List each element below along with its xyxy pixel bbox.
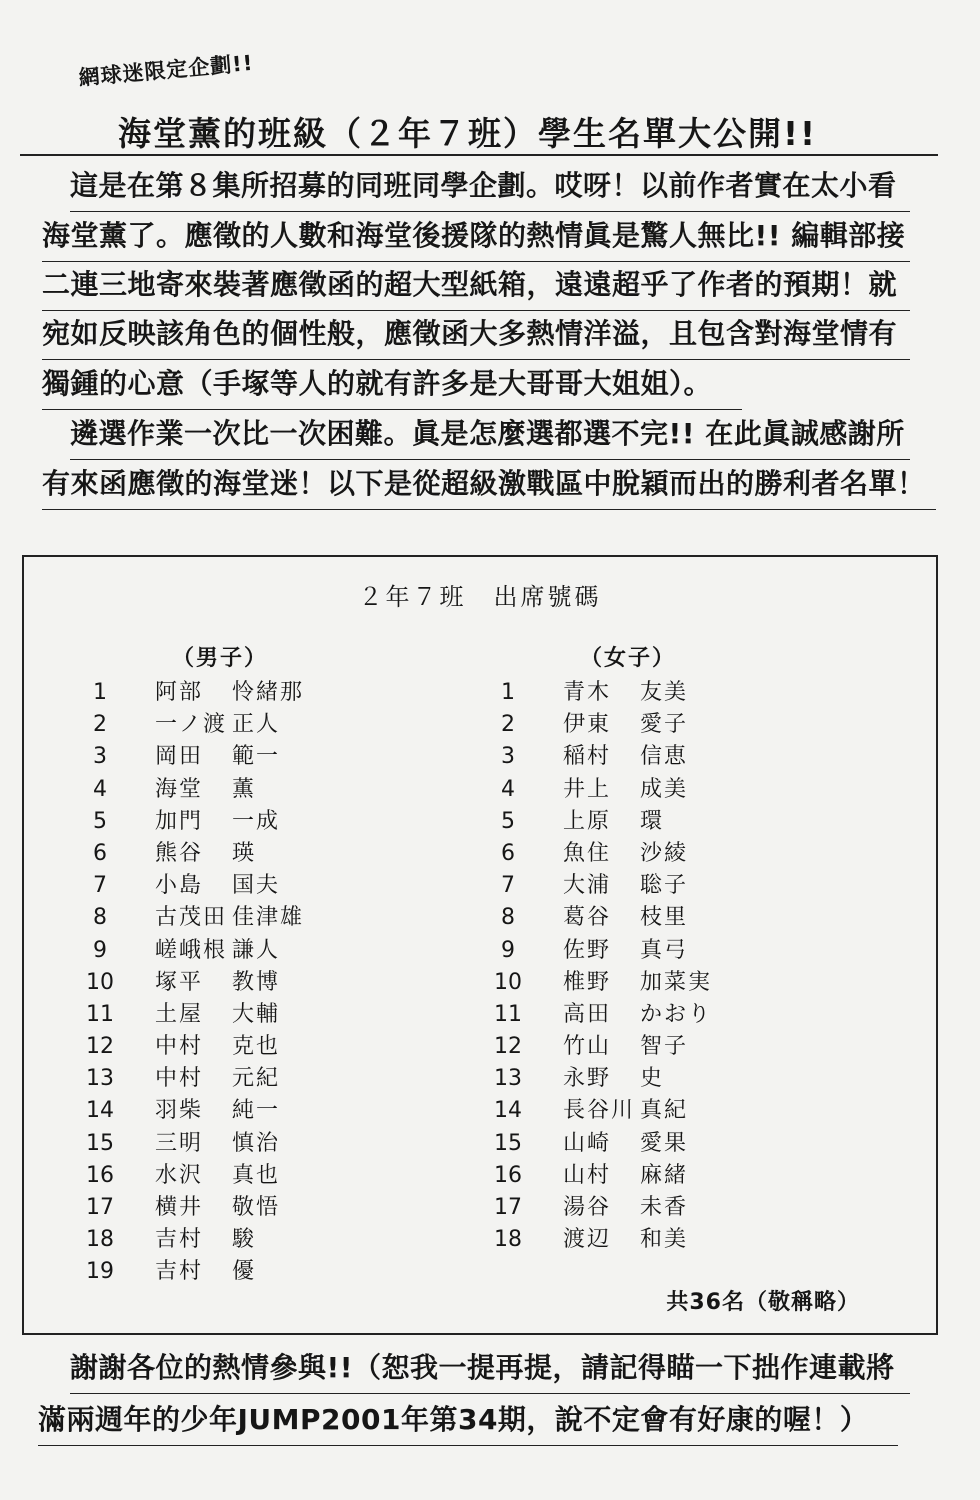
seat-number: 1: [501, 680, 515, 705]
student-row: [80, 999, 420, 1031]
student-row: [80, 1063, 420, 1095]
student-surname: 嵯峨根: [155, 937, 228, 963]
student-surname: 阿部: [155, 680, 204, 705]
student-given-name: 史: [640, 1066, 665, 1092]
seat-number: 7: [501, 873, 515, 899]
seat-number: 8: [93, 905, 107, 931]
student-given-name: 慎治: [232, 1130, 281, 1156]
promo-tag: 網球迷限定企劃!!: [77, 50, 255, 91]
student-given-name: かおり: [640, 1001, 713, 1027]
student-given-name: 友美: [640, 680, 689, 705]
student-row: [80, 677, 420, 709]
student-surname: 熊谷: [155, 840, 204, 866]
student-surname: 竹山: [563, 1034, 612, 1060]
student-given-name: 大輔: [232, 1001, 281, 1027]
student-surname: 横井: [155, 1195, 204, 1220]
student-surname: 湯谷: [563, 1195, 612, 1220]
student-given-name: 国夫: [232, 873, 281, 899]
seat-number: 14: [86, 1098, 114, 1124]
student-row: [488, 1063, 828, 1095]
seat-number: 6: [93, 840, 107, 866]
seat-number: 18: [494, 1227, 522, 1253]
student-row: [80, 1256, 420, 1288]
student-given-name: 一成: [232, 808, 281, 834]
student-row: [80, 741, 420, 773]
student-row: [488, 1031, 828, 1063]
student-given-name: 麻緒: [640, 1162, 689, 1188]
student-row: [80, 870, 420, 902]
seat-number: 1: [93, 680, 107, 705]
seat-number: 6: [501, 840, 515, 866]
student-surname: 稲村: [563, 744, 612, 770]
student-surname: 吉村: [155, 1259, 204, 1285]
student-row: [80, 1128, 420, 1160]
student-row: [80, 774, 420, 806]
student-given-name: 正人: [232, 712, 281, 738]
student-row: [80, 967, 420, 999]
student-given-name: 智子: [640, 1034, 689, 1060]
student-row: [488, 838, 828, 870]
student-given-name: 教博: [232, 969, 281, 995]
seat-number: 14: [494, 1098, 522, 1124]
student-given-name: 純一: [232, 1098, 281, 1124]
outro-line: 謝謝各位的熱情參與!!（恕我一提再提，請記得瞄一下拙作連載將: [70, 1350, 910, 1386]
girls-label: （女子）: [580, 646, 677, 671]
student-surname: 加門: [155, 808, 204, 834]
student-given-name: 沙綾: [640, 840, 689, 866]
student-given-name: 聡子: [640, 873, 689, 899]
student-given-name: 優: [232, 1259, 257, 1285]
seat-number: 4: [93, 776, 107, 802]
student-given-name: 真弓: [640, 937, 689, 963]
seat-number: 16: [86, 1162, 114, 1188]
seat-number: 2: [93, 712, 107, 738]
student-given-name: 佳津雄: [232, 905, 305, 931]
student-surname: 山村: [563, 1162, 612, 1188]
student-surname: 中村: [155, 1066, 204, 1092]
student-surname: 小島: [155, 873, 204, 899]
seat-number: 8: [501, 905, 515, 931]
intro-line: 有來函應徵的海堂迷！以下是從超級激戰區中脫穎而出的勝利者名單！: [42, 466, 936, 502]
student-row: [80, 935, 420, 967]
seat-number: 12: [494, 1034, 522, 1060]
seat-number: 15: [86, 1130, 114, 1156]
student-row: [488, 1128, 828, 1160]
student-row: [80, 709, 420, 741]
seat-number: 7: [93, 873, 107, 899]
seat-number: 17: [86, 1195, 114, 1220]
student-row: [488, 1192, 828, 1224]
student-surname: 吉村: [155, 1227, 204, 1253]
seat-number: 13: [494, 1066, 522, 1092]
student-row: [80, 1224, 420, 1256]
student-given-name: 怜緒那: [232, 680, 305, 705]
student-surname: 山崎: [563, 1130, 612, 1156]
seat-number: 11: [494, 1001, 522, 1027]
student-surname: 永野: [563, 1066, 612, 1092]
student-given-name: 克也: [232, 1034, 281, 1060]
title-divider: [20, 154, 938, 156]
intro-line: 二連三地寄來裝著應徵函的超大型紙箱，遠遠超乎了作者的預期！就: [42, 267, 910, 303]
student-surname: 古茂田: [155, 905, 228, 931]
student-surname: 水沢: [155, 1162, 204, 1188]
student-surname: 井上: [563, 776, 612, 802]
student-given-name: 真紀: [640, 1098, 689, 1124]
student-given-name: 愛果: [640, 1130, 689, 1156]
intro-line: 宛如反映該角色的個性般，應徵函大多熱情洋溢，且包含對海堂情有: [42, 316, 910, 352]
seat-number: 16: [494, 1162, 522, 1188]
roster-box: [22, 555, 938, 1335]
student-surname: 長谷川: [563, 1098, 636, 1124]
student-row: [488, 1160, 828, 1192]
student-row: [80, 838, 420, 870]
seat-number: 2: [501, 712, 515, 738]
student-surname: 三明: [155, 1130, 204, 1156]
intro-line: 海堂薰了。應徵的人數和海堂後援隊的熱情眞是驚人無比!! 編輯部接: [42, 218, 910, 254]
student-given-name: 謙人: [232, 937, 281, 963]
roster-heading: ２年７班 出席號碼: [358, 583, 602, 611]
student-row: [488, 870, 828, 902]
student-surname: 中村: [155, 1034, 204, 1060]
student-row: [488, 741, 828, 773]
seat-number: 3: [501, 744, 515, 770]
student-surname: 上原: [563, 808, 612, 834]
student-surname: 塚平: [155, 969, 204, 995]
student-row: [488, 677, 828, 709]
student-given-name: 瑛: [232, 840, 257, 866]
student-given-name: 環: [640, 808, 665, 834]
student-surname: 海堂: [155, 776, 204, 802]
seat-number: 5: [501, 808, 515, 834]
student-given-name: 真也: [232, 1162, 281, 1188]
student-given-name: 愛子: [640, 712, 689, 738]
seat-number: 4: [501, 776, 515, 802]
student-surname: 椎野: [563, 969, 612, 995]
student-surname: 一ノ渡: [155, 712, 228, 738]
boys-label: （男子）: [172, 646, 269, 671]
page-title: 海堂薰的班級（２年７班）學生名單大公開!!: [118, 114, 818, 153]
student-row: [488, 774, 828, 806]
student-row: [80, 1095, 420, 1127]
student-given-name: 枝里: [640, 905, 689, 931]
student-row: [488, 709, 828, 741]
student-surname: 佐野: [563, 937, 612, 963]
student-surname: 伊東: [563, 712, 612, 738]
seat-number: 9: [501, 937, 515, 963]
student-row: [80, 1160, 420, 1192]
student-surname: 葛谷: [563, 905, 612, 931]
student-row: [488, 1095, 828, 1127]
student-given-name: 和美: [640, 1227, 689, 1253]
seat-number: 10: [86, 969, 114, 995]
student-row: [488, 902, 828, 934]
student-row: [488, 1224, 828, 1256]
student-row: [488, 999, 828, 1031]
student-row: [488, 967, 828, 999]
seat-number: 19: [86, 1259, 114, 1285]
boys-roster: [80, 677, 420, 1289]
student-given-name: 成美: [640, 776, 689, 802]
student-surname: 青木: [563, 680, 612, 705]
student-surname: 渡辺: [563, 1227, 612, 1253]
outro-line: 滿兩週年的少年JUMP2001年第34期，說不定會有好康的喔！）: [38, 1402, 898, 1438]
student-row: [80, 806, 420, 838]
seat-number: 18: [86, 1227, 114, 1253]
student-surname: 羽柴: [155, 1098, 204, 1124]
student-given-name: 薫: [232, 776, 257, 802]
student-given-name: 信恵: [640, 744, 689, 770]
student-given-name: 敬悟: [232, 1195, 281, 1220]
student-given-name: 範一: [232, 744, 281, 770]
seat-number: 17: [494, 1195, 522, 1220]
student-surname: 高田: [563, 1001, 612, 1027]
seat-number: 11: [86, 1001, 114, 1027]
seat-number: 15: [494, 1130, 522, 1156]
intro-line: 遴選作業一次比一次困難。眞是怎麼選都選不完!! 在此眞誠感謝所: [70, 416, 910, 452]
seat-number: 5: [93, 808, 107, 834]
total-count: 共36名（敬稱略）: [666, 1290, 860, 1315]
student-given-name: 未香: [640, 1195, 689, 1220]
seat-number: 13: [86, 1066, 114, 1092]
student-surname: 岡田: [155, 744, 204, 770]
student-row: [80, 902, 420, 934]
student-given-name: 駿: [232, 1227, 257, 1253]
student-surname: 土屋: [155, 1001, 204, 1027]
girls-roster: [488, 677, 828, 1256]
student-row: [488, 935, 828, 967]
student-surname: 大浦: [563, 873, 612, 899]
seat-number: 12: [86, 1034, 114, 1060]
student-given-name: 元紀: [232, 1066, 281, 1092]
intro-line: 獨鍾的心意（手塚等人的就有許多是大哥哥大姐姐）。: [42, 366, 742, 402]
seat-number: 10: [494, 969, 522, 995]
seat-number: 9: [93, 937, 107, 963]
intro-line: 這是在第８集所招募的同班同學企劃。哎呀！以前作者實在太小看: [70, 168, 910, 204]
student-row: [80, 1031, 420, 1063]
seat-number: 3: [93, 744, 107, 770]
student-row: [488, 806, 828, 838]
student-surname: 魚住: [563, 840, 612, 866]
student-row: [80, 1192, 420, 1224]
student-given-name: 加菜実: [640, 969, 713, 995]
